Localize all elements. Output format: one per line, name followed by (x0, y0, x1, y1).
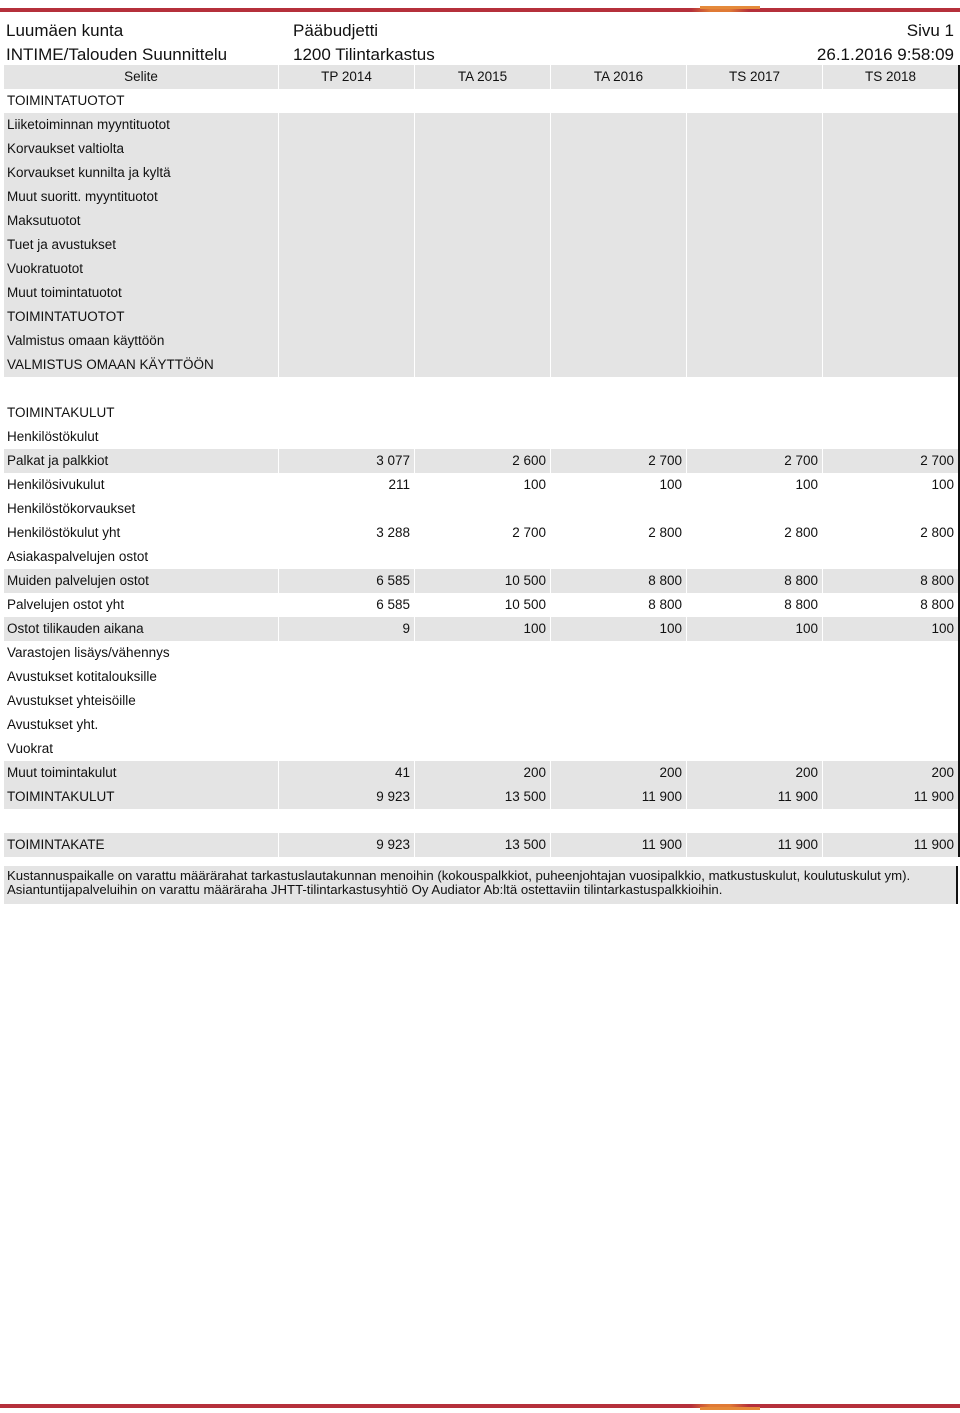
table-row (4, 377, 958, 401)
row-value (414, 113, 550, 137)
row-label: Korvaukset kunnilta ja kyltä (7, 165, 171, 180)
print-datetime: 26.1.2016 9:58:09 (816, 45, 954, 64)
row-value (822, 113, 958, 137)
row-value (414, 329, 550, 353)
row-value: 9 923 (278, 785, 414, 809)
row-label: Henkilösivukulut (7, 477, 105, 492)
row-label: Valmistus omaan käyttöön (7, 333, 165, 348)
row-value: 9 (278, 617, 414, 641)
row-value: 200 (414, 761, 550, 785)
row-value (686, 425, 822, 449)
row-label: Ostot tilikauden aikana (7, 621, 144, 636)
row-value (822, 377, 958, 401)
row-value (822, 305, 958, 329)
row-value: 6 585 (278, 593, 414, 617)
table-row (4, 641, 958, 665)
column-header-ta2016: TA 2016 (550, 65, 686, 89)
row-value (686, 689, 822, 713)
row-value: 6 585 (278, 569, 414, 593)
row-value (822, 713, 958, 737)
top-accent-mark (700, 6, 760, 9)
row-value (550, 257, 686, 281)
row-value: 2 800 (686, 521, 822, 545)
row-value: 100 (550, 473, 686, 497)
row-value (822, 233, 958, 257)
row-value (414, 497, 550, 521)
row-value (278, 329, 414, 353)
row-value: 200 (686, 761, 822, 785)
row-value (414, 809, 550, 833)
row-value (414, 185, 550, 209)
row-value (278, 281, 414, 305)
table-row (4, 593, 958, 617)
table-row (4, 689, 958, 713)
row-value (550, 497, 686, 521)
row-value (686, 257, 822, 281)
column-header-ta2015: TA 2015 (414, 65, 550, 89)
row-value: 11 900 (686, 785, 822, 809)
row-value (278, 113, 414, 137)
row-value (550, 329, 686, 353)
row-value (278, 401, 414, 425)
row-value: 41 (278, 761, 414, 785)
row-value (278, 353, 414, 377)
row-value (822, 497, 958, 521)
row-value: 11 900 (686, 833, 822, 857)
table-row (4, 161, 958, 185)
table-row (4, 617, 958, 641)
row-label: Muiden palvelujen ostot (7, 573, 149, 588)
column-header-ts2017: TS 2017 (686, 65, 822, 89)
row-value (686, 713, 822, 737)
table-row (4, 113, 958, 137)
row-label: Henkilöstökulut (7, 429, 99, 444)
row-value (822, 737, 958, 761)
row-value (278, 305, 414, 329)
row-value (414, 641, 550, 665)
row-label: Palkat ja palkkiot (7, 453, 109, 468)
row-value (278, 89, 414, 113)
row-value (822, 545, 958, 569)
table-row (4, 809, 958, 833)
row-value (686, 89, 822, 113)
row-value (686, 305, 822, 329)
row-value: 8 800 (822, 593, 958, 617)
table-row (4, 305, 958, 329)
table-body (4, 89, 958, 857)
row-value (686, 137, 822, 161)
row-value: 8 800 (686, 593, 822, 617)
table-row (4, 521, 958, 545)
row-value: 100 (822, 473, 958, 497)
table-row (4, 425, 958, 449)
row-value: 11 900 (822, 785, 958, 809)
row-value (822, 401, 958, 425)
row-value (550, 689, 686, 713)
row-value (414, 209, 550, 233)
table-row (4, 185, 958, 209)
row-value (278, 545, 414, 569)
table-row (4, 329, 958, 353)
table-row (4, 569, 958, 593)
row-value (278, 497, 414, 521)
row-value (278, 689, 414, 713)
row-label: VALMISTUS OMAAN KÄYTTÖÖN (7, 357, 214, 372)
row-value: 100 (414, 617, 550, 641)
row-value: 11 900 (550, 833, 686, 857)
row-label: Maksutuotot (7, 213, 81, 228)
row-value: 100 (550, 617, 686, 641)
top-accent-bar (0, 8, 960, 12)
column-header-tp2014: TP 2014 (278, 65, 414, 89)
row-label: TOIMINTATUOTOT (7, 93, 125, 108)
row-value (414, 665, 550, 689)
bottom-accent-bar (0, 1404, 960, 1408)
row-value (550, 209, 686, 233)
table-row (4, 545, 958, 569)
row-value (550, 809, 686, 833)
table-row (4, 281, 958, 305)
row-value (550, 401, 686, 425)
row-label: Avustukset yhteisöille (7, 693, 136, 708)
row-value (278, 161, 414, 185)
note-line: Asiantuntijapalveluihin on varattu määräraha JHTT-tilintarkastusyhtiö Oy Audiator Ab:ltä ostettaviin tilintarkastuspalkkioihin. (7, 882, 723, 897)
row-value (414, 257, 550, 281)
row-value: 2 800 (822, 521, 958, 545)
row-value (822, 425, 958, 449)
row-value (278, 209, 414, 233)
row-value (414, 305, 550, 329)
table-row (4, 761, 958, 785)
row-value: 2 700 (550, 449, 686, 473)
row-value (822, 137, 958, 161)
row-value (550, 161, 686, 185)
row-label: Henkilöstökulut yht (7, 525, 121, 540)
row-value (414, 281, 550, 305)
org-name: Luumäen kunta (6, 21, 124, 40)
table-row (4, 449, 958, 473)
row-value: 100 (686, 473, 822, 497)
row-value: 3 288 (278, 521, 414, 545)
row-value (686, 233, 822, 257)
row-value (822, 329, 958, 353)
row-value (686, 281, 822, 305)
row-label: Liiketoiminnan myyntituotot (7, 117, 170, 132)
table-row (4, 737, 958, 761)
row-value (686, 809, 822, 833)
table-row (4, 833, 958, 857)
row-value (686, 545, 822, 569)
row-value (414, 737, 550, 761)
table-row (4, 401, 958, 425)
row-value (414, 161, 550, 185)
column-header-row (4, 65, 958, 89)
row-value (686, 665, 822, 689)
table-row (4, 785, 958, 809)
row-value (414, 689, 550, 713)
row-label: Tuet ja avustukset (7, 237, 117, 252)
row-value: 3 077 (278, 449, 414, 473)
row-value (822, 809, 958, 833)
row-value: 2 800 (550, 521, 686, 545)
row-value (550, 425, 686, 449)
row-value: 8 800 (550, 569, 686, 593)
row-value (550, 665, 686, 689)
row-value (278, 377, 414, 401)
row-label: Palvelujen ostot yht (7, 597, 125, 612)
row-value (278, 233, 414, 257)
row-value: 2 700 (822, 449, 958, 473)
table-row (4, 89, 958, 113)
row-value (278, 257, 414, 281)
row-value: 100 (686, 617, 822, 641)
row-label: Varastojen lisäys/vähennys (7, 645, 170, 660)
row-label: TOIMINTATUOTOT (7, 309, 125, 324)
row-value: 200 (550, 761, 686, 785)
row-label: Muut suoritt. myyntituotot (7, 189, 158, 204)
row-value (414, 89, 550, 113)
row-value (278, 665, 414, 689)
table-row (4, 209, 958, 233)
row-value (414, 713, 550, 737)
row-value: 9 923 (278, 833, 414, 857)
row-value (278, 185, 414, 209)
row-value (550, 737, 686, 761)
table-row (4, 233, 958, 257)
row-value (278, 425, 414, 449)
note-line: Kustannuspaikalle on varattu määrärahat tarkastuslautakunnan menoihin (kokouspalkkiot, puheenjohtajan vuosipalkkio, matkustuskulut, koulutuskulut ym). (7, 868, 911, 883)
row-value (822, 89, 958, 113)
row-value (550, 113, 686, 137)
row-label: Henkilöstökorvaukset (7, 501, 136, 516)
column-header-selite: Selite (124, 69, 158, 84)
system-name: INTIME/Talouden Suunnittelu (6, 45, 228, 64)
row-value: 10 500 (414, 593, 550, 617)
row-label (4, 809, 278, 833)
row-label: Vuokratuotot (7, 261, 84, 276)
table-row (4, 473, 958, 497)
row-value (278, 137, 414, 161)
row-value (414, 233, 550, 257)
row-value (822, 257, 958, 281)
row-value: 8 800 (686, 569, 822, 593)
row-value: 11 900 (550, 785, 686, 809)
row-value (414, 401, 550, 425)
budget-name: Pääbudjetti (293, 21, 379, 40)
row-value (550, 545, 686, 569)
row-value: 8 800 (822, 569, 958, 593)
row-label: Muut toimintatuotot (7, 285, 122, 300)
row-value (686, 401, 822, 425)
row-value (414, 137, 550, 161)
row-value (550, 641, 686, 665)
row-value: 8 800 (550, 593, 686, 617)
unit-name: 1200 Tilintarkastus (293, 45, 435, 64)
budget-table (4, 65, 960, 857)
row-label: Avustukset kotitalouksille (7, 669, 157, 684)
row-value (414, 545, 550, 569)
row-label: TOIMINTAKULUT (7, 789, 115, 804)
row-value (686, 161, 822, 185)
row-value (550, 377, 686, 401)
row-value: 2 700 (686, 449, 822, 473)
row-value: 2 700 (414, 521, 550, 545)
table-row (4, 353, 958, 377)
row-value: 2 600 (414, 449, 550, 473)
notes-box (4, 866, 958, 904)
row-label: Avustukset yht. (7, 717, 99, 732)
row-value (414, 425, 550, 449)
row-label (4, 377, 278, 401)
row-label: Korvaukset valtiolta (7, 141, 125, 156)
row-value (414, 377, 550, 401)
row-label: TOIMINTAKULUT (7, 405, 115, 420)
row-label: Vuokrat (7, 741, 54, 756)
row-value (686, 329, 822, 353)
row-label: Muut toimintakulut (7, 765, 117, 780)
row-label: Asiakaspalvelujen ostot (7, 549, 149, 564)
row-value: 10 500 (414, 569, 550, 593)
row-value: 100 (414, 473, 550, 497)
column-header-ts2018: TS 2018 (822, 65, 958, 89)
row-value (686, 209, 822, 233)
row-value (822, 281, 958, 305)
row-value (822, 185, 958, 209)
page-number: Sivu 1 (906, 21, 954, 40)
row-value (686, 113, 822, 137)
row-value (686, 497, 822, 521)
row-value (550, 185, 686, 209)
row-value (822, 689, 958, 713)
row-value (686, 353, 822, 377)
row-value (686, 185, 822, 209)
row-value (550, 713, 686, 737)
table-row (4, 665, 958, 689)
row-value (278, 737, 414, 761)
row-value (822, 641, 958, 665)
row-value (550, 137, 686, 161)
row-value (550, 353, 686, 377)
row-value (550, 89, 686, 113)
row-value (822, 209, 958, 233)
row-value: 200 (822, 761, 958, 785)
row-value: 11 900 (822, 833, 958, 857)
row-value: 211 (278, 473, 414, 497)
row-value (822, 353, 958, 377)
row-value: 100 (822, 617, 958, 641)
row-value (822, 665, 958, 689)
row-value (278, 809, 414, 833)
row-value (686, 377, 822, 401)
row-value (278, 641, 414, 665)
row-value (686, 641, 822, 665)
row-value: 13 500 (414, 833, 550, 857)
row-value (278, 713, 414, 737)
row-value (686, 737, 822, 761)
row-label: TOIMINTAKATE (7, 837, 105, 852)
row-value (822, 161, 958, 185)
table-row (4, 713, 958, 737)
table-row (4, 497, 958, 521)
table-row (4, 257, 958, 281)
table-row (4, 137, 958, 161)
row-value (414, 353, 550, 377)
row-value: 13 500 (414, 785, 550, 809)
row-value (550, 305, 686, 329)
row-value (550, 233, 686, 257)
bottom-accent-mark (700, 1407, 760, 1410)
row-value (550, 281, 686, 305)
